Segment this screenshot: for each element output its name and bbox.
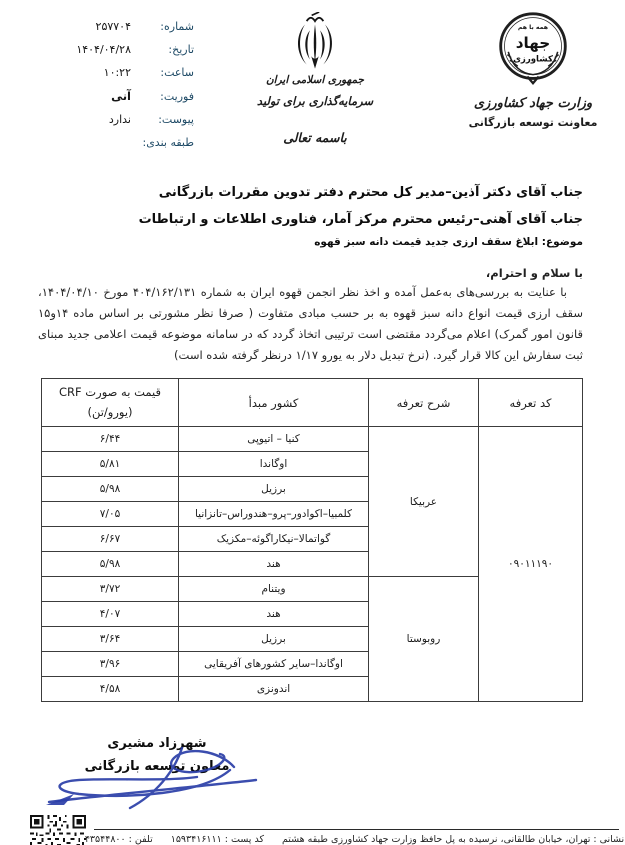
- meta-date: [12, 43, 194, 56]
- meta-attachment-value: ندارد: [108, 113, 131, 126]
- meta-classification-label: طبقه بندی:: [142, 136, 194, 149]
- price-cell: ۳/۷۲: [42, 577, 179, 602]
- meta-classification: [12, 136, 194, 149]
- signer-name: شهرزاد مشیری: [107, 736, 207, 751]
- price-cell: ۶/۴۴: [42, 427, 179, 452]
- besmele-text: باسمه تعالی: [283, 130, 347, 145]
- footer-postal-code: کد پست : ۱۵۹۳۴۱۶۱۱۱: [170, 834, 264, 845]
- iran-emblem-icon: [290, 12, 340, 72]
- origin-cell: برزیل: [179, 477, 369, 502]
- deputy-title: معاونت توسعه بازرگانی: [468, 116, 598, 129]
- col-header-origin-country: کشور مبدأ: [179, 379, 369, 427]
- meta-urgency-value: آنی: [111, 89, 131, 103]
- subject-line: موضوع: ابلاغ سقف ارزی جدید قیمت دانه سبز قهوه: [314, 236, 583, 249]
- origin-cell: کلمبیا–اکوادور–پرو–هندوراس–تانزانیا: [179, 502, 369, 527]
- meta-attachment-label: پیوست:: [158, 113, 194, 126]
- tariff-group-arabica-cell: عربیکا: [369, 427, 479, 577]
- salutation: با سلام و احترام،: [485, 266, 583, 280]
- meta-date-label: تاریخ:: [168, 43, 194, 56]
- tariff-code-cell: ۰۹۰۱۱۱۹۰: [479, 427, 583, 702]
- price-header-line1: قیمت به صورت CRF: [59, 384, 161, 399]
- col-header-price-crf: [42, 379, 179, 427]
- footer-phone: تلفن : ۴۳۵۴۴۸۰۰: [84, 834, 153, 845]
- price-cell: ۵/۹۸: [42, 552, 179, 577]
- body-paragraph: با عنایت به بررسی‌های به‌عمل آمده و اخذ نظر انجمن قهوه ایران به شماره ۴۰۴/۱۶۲/۱۳۱ مورخ ۱۴۰۴/۰۴/۱۰، سقف ارزی قیمت انواع دانه سبز قهوه به بر حسب مبادی متفاوت ( صرفا نظر مشورتی بر اساس ماده ۱۴و۱۵ قانون امور گمرک) اعلام می‌گردد مقتضی است ترتیبی اتخاذ گردد که در سامانه موضوعه قیمت اعلامی جدید مبنای ثبت سفارش این کالا قرار گیرد. (نرخ تبدیل دلار به یورو ۱/۱۷ درنظر گرفته شده است): [38, 285, 583, 362]
- price-cell: ۶/۶۷: [42, 527, 179, 552]
- meta-number-value: ۲۵۷۷۰۴: [95, 20, 131, 33]
- origin-cell: برزیل: [179, 627, 369, 652]
- origin-cell: هند: [179, 552, 369, 577]
- meta-time-label: ساعت:: [160, 66, 194, 79]
- signature-block: [58, 736, 256, 774]
- letterhead-ministry: [457, 8, 609, 129]
- qr-code-icon: [30, 815, 86, 845]
- letterhead-center: [233, 12, 397, 145]
- footer-address: نشانی : تهران، خیابان طالقانی، نرسیده به پل حافظ وزارت جهاد کشاورزی طبقه هشتم: [281, 834, 625, 845]
- republic-title: جمهوری اسلامی ایران: [265, 74, 365, 86]
- addressee-block: [40, 180, 583, 248]
- origin-cell: کنیا – اتیوپی: [179, 427, 369, 452]
- price-table: [41, 378, 583, 702]
- origin-cell: اوگاندا: [179, 452, 369, 477]
- meta-date-value: ۱۴۰۴/۰۴/۲۸: [76, 43, 131, 56]
- price-cell: ۷/۰۵: [42, 502, 179, 527]
- emblem-top-text: همه با هم: [517, 24, 549, 32]
- ministry-title: وزارت جهاد کشاورزی: [473, 96, 593, 111]
- year-slogan: سرمایه‌گذاری برای تولید: [256, 94, 374, 108]
- price-cell: ۳/۶۴: [42, 627, 179, 652]
- origin-cell: اندونزی: [179, 677, 369, 702]
- meta-urgency-label: فوریت:: [160, 90, 194, 103]
- signer-title: معاون توسعه بازرگانی: [84, 759, 230, 774]
- letter-body: [38, 266, 583, 366]
- emblem-sub-text: کشاورزی: [513, 54, 553, 65]
- table-header-row: [42, 379, 583, 427]
- tariff-group-robusta-cell: روبوستا: [369, 577, 479, 702]
- meta-time-value: ۱۰:۲۲: [103, 66, 131, 79]
- ministry-emblem-icon: [495, 8, 571, 90]
- footer-divider: [94, 829, 619, 830]
- price-cell: ۴/۵۸: [42, 677, 179, 702]
- meta-block: [12, 20, 194, 159]
- page-footer: [84, 834, 625, 845]
- origin-cell: اوگاندا–سایر کشورهای آفریقایی: [179, 652, 369, 677]
- origin-cell: ویتنام: [179, 577, 369, 602]
- addressee-line-1: جناب آقای دکتر آذین–مدیر کل محترم دفتر تدوین مقررات بازرگانی: [158, 185, 583, 200]
- price-header-line2: (یورو/تن): [87, 404, 133, 419]
- meta-attachment: [12, 113, 194, 126]
- price-cell: ۵/۹۸: [42, 477, 179, 502]
- origin-cell: هند: [179, 602, 369, 627]
- meta-time: [12, 66, 194, 79]
- addressee-line-2: جناب آقای آهنی–رئیس محترم مرکز آمار، فناوری اطلاعات و ارتباطات: [138, 211, 583, 227]
- origin-cell: گواتمالا–نیکاراگوئه–مکزیک: [179, 527, 369, 552]
- meta-number: [12, 20, 194, 33]
- meta-number-label: شماره:: [160, 20, 194, 33]
- emblem-main-text: جهاد: [515, 34, 551, 53]
- col-header-tariff-code: کد تعرفه: [479, 379, 583, 427]
- price-cell: ۵/۸۱: [42, 452, 179, 477]
- col-header-tariff-desc: شرح تعرفه: [369, 379, 479, 427]
- price-cell: ۴/۰۷: [42, 602, 179, 627]
- table-row: [42, 427, 583, 452]
- meta-urgency: [12, 89, 194, 103]
- price-cell: ۳/۹۶: [42, 652, 179, 677]
